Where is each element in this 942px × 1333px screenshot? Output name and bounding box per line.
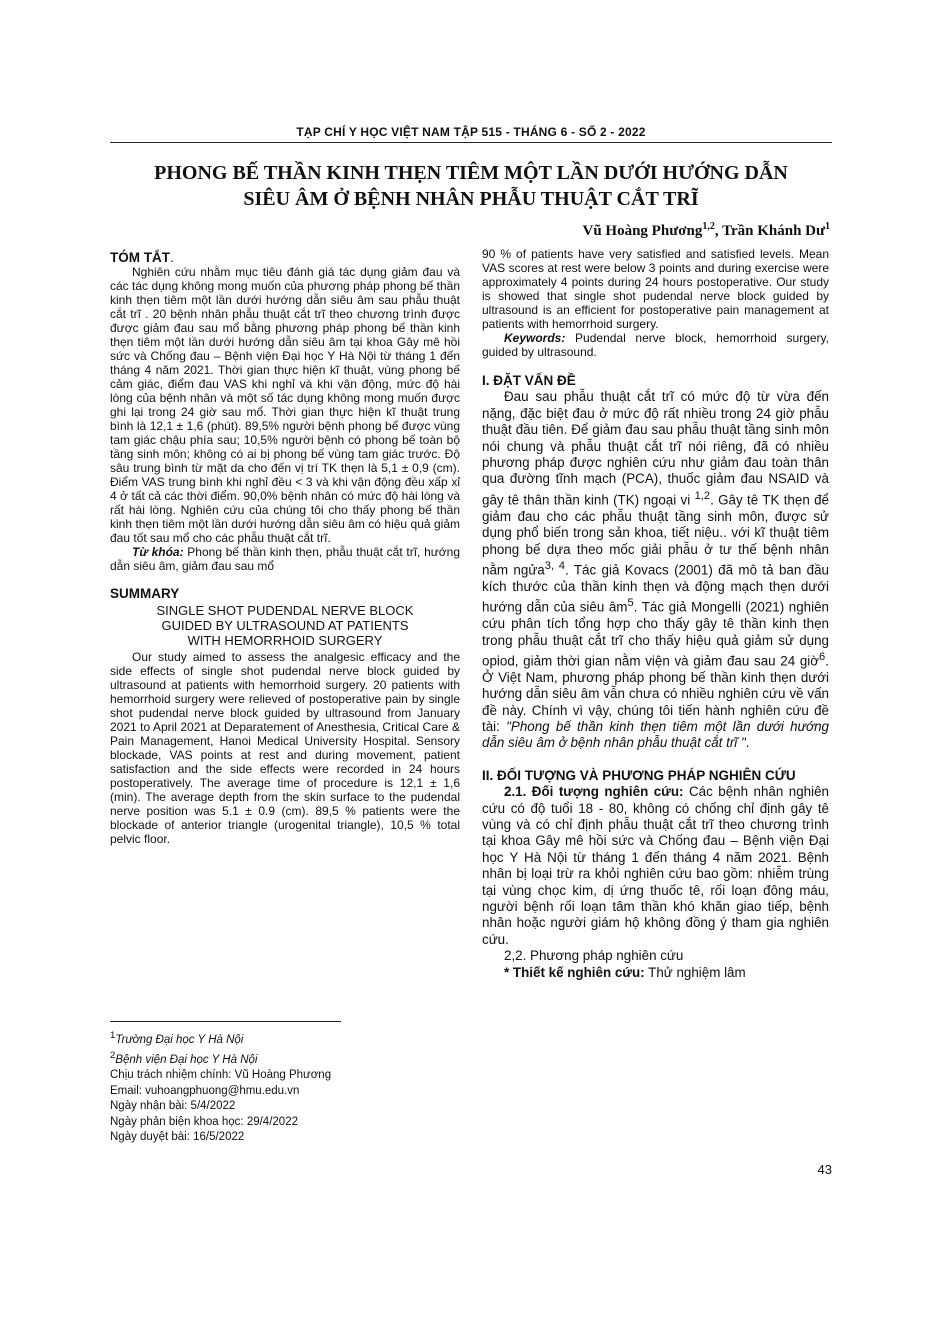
- section-1-text-e: . Ở Việt Nam, phương pháp phong bế thần kinh thẹn dưới hướng dẫn siêu âm vẫn chưa có nhiều nghiên cứu về vấn đề này. Chính vì vậy, chúng tôi tiến hành nghiên cứu đề tài:: [482, 653, 829, 734]
- summary-body-left: Our study aimed to assess the analgesic efficacy and the side effects of single shot pudendal nerve block guided by ultrasound at patients with hemorrhoid surgery. 20 patients with hemorrhoid surgery were relieved of postoperative pain by single shot pudendal nerve block guided by ultrasound from January 2021 to April 2021 at Deparatement of Anesthesia, Critical Care & Pain Management, Hanoi Medical University Hospital. Sensory blockade, VAS points at rest and during movement, patient satisfaction and the side effects were recorded in 24 hours postoperatively. The average time of procedure is 12,1 ± 1,6 (min). The average depth from the skin surface to the pudendal nerve position was 5.1 ± 0.9 (cm). 89,5 % patients were the blockade of anterior triangle (urogenital triangle), 10,5 % total pelvic floor.: [110, 650, 460, 846]
- summary-title-line-3: WITH HEMORRHOID SURGERY: [187, 633, 383, 648]
- keywords-label: Từ khóa:: [132, 545, 184, 559]
- section-2-1-text: Các bệnh nhân nghiên cứu có độ tuổi 18 - 80, không có chống chỉ định gây tê vùng và có chỉ định phẫu thuật cắt trĩ theo chương trình tại khoa Gây mê hồi sức và Chống đau – Bệnh viện Đại học Y Hà Nội từ tháng 1 đến tháng 4 năm 2021. Bệnh nhân bị loại trừ ra khỏi nghiên cứu bao gồm: nhiễm trùng tại vùng chọc kim, dị ứng thuốc tê, rối loạn đông máu, người bệnh rối loạn tâm thần khó khăn giao tiếp, bệnh nhân hoặc người giám hộ không đồng ý tham gia nghiên cứu.: [482, 784, 829, 947]
- section-1-heading: I. ĐẶT VẤN ĐỀ: [482, 373, 576, 388]
- footnotes: [110, 1028, 440, 1146]
- citation-1-2: 1,2: [694, 489, 711, 502]
- abstract-heading-text: TÓM TẮT: [110, 250, 170, 265]
- affiliation-1-number: 1: [110, 1030, 116, 1041]
- journal-header: TẠP CHÍ Y HỌC VIỆT NAM TẬP 515 - THÁNG 6 - SỐ 2 - 2022: [296, 125, 646, 139]
- left-column: [110, 251, 460, 846]
- abstract-heading-dot: .: [170, 250, 174, 265]
- page-number: 43: [817, 1162, 832, 1177]
- header-rule: [110, 142, 832, 143]
- article-title: [110, 160, 832, 212]
- abstract-body: Nghiên cứu nhằm mục tiêu đánh giá tác dụng giảm đau và các tác dụng không mong muốn của phương pháp phong bế thần kinh thẹn tiêm một lần dưới hướng dẫn siêu âm sau phẫu thuật cắt trĩ . 20 bệnh nhân phẫu thuật cắt trĩ theo chương trình được được giảm đau sau mổ bằng phương pháp phong bế thần kinh thẹn tiêm một lần dưới hướng dẫn siêu âm tại khoa Gây mê hồi sức và Chống đau – Bệnh viện Đại học Y Hà Nội từ tháng 1 đến tháng 4 năm 2021. Thời gian thực hiện kĩ thuật, vùng phong bế cảm giác, điểm đau VAS khi nghỉ và khi vận động, mức độ hài lòng của bệnh nhân và một số tác dụng không mong muốn được ghi lại trong 24 giờ sau mổ. Thời gian thực hiện kĩ thuật trung bình là 12,1 ± 1,6 (phút). 89,5% người bệnh phong bế được vùng tam giác chậu phía sau; 10,5% người bệnh có phong bế toàn bộ tầng sinh môn; không có ai bị phong bế vùng tam giác trước. Độ sâu trung bình từ mặt da cho đến vị trí TK thẹn là 5,1 ± 0,9 (cm). Điểm VAS trung bình khi nghỉ đều < 3 và khi vận động đều xấp xỉ 4 ở tất cả các thời điểm. 90,0% bệnh nhân có mức độ hài lòng và rất hài lòng. Nghiên cứu của chúng tôi cho thấy phong bế thần kinh thẹn tiêm một lần dưới hướng dẫn siêu âm có hiệu quả giảm đau tốt sau mổ cho các phẫu thuật cắt trĩ.: [110, 265, 460, 545]
- date-accepted: Ngày duyệt bài: 16/5/2022: [110, 1131, 245, 1144]
- author-separator: ,: [714, 223, 723, 239]
- section-1-text-a: Đau sau phẫu thuật cắt trĩ có mức độ từ vừa đến nặng, đặc biệt đau ở mức độ rất nhiều trong 24 giờ phẫu thuật đầu tiên. Để giảm đau sau phẫu thuật tầng sinh môn nói chung và phẫu thuật cắt trĩ nói riêng, đã có nhiều phương pháp được nghiên cứu như giảm đau toàn thân qua đường tĩnh mạch (PCA), thuốc giảm đau NSAID và gây tê thân thần kinh (TK) ngoại vi: [482, 389, 829, 508]
- date-reviewed: Ngày phản biện khoa học: 29/4/2022: [110, 1115, 298, 1128]
- section-2-heading: II. ĐỐI TƯỢNG VÀ PHƯƠNG PHÁP NGHIÊN CỨU: [482, 767, 796, 783]
- abstract-heading: [110, 251, 460, 265]
- affiliation-2-number: 2: [110, 1050, 116, 1062]
- author-2-affiliation: 1: [825, 221, 830, 232]
- summary-title-line-2: GUIDED BY ULTRASOUND AT PATIENTS: [161, 618, 409, 633]
- study-design-paragraph: [482, 965, 829, 981]
- section-1-text-d: . Tác giả Mongelli (2021) nghiên cứu phân tích tổng hợp cho thấy gây tê thần kinh thẹn trong phẫu thuật cắt trĩ cho thấy hiệu quả giảm sử dụng opiod, giảm thời gian nằm viện và giảm đau sau 24 giờ: [482, 599, 829, 669]
- title-line-2: SIÊU ÂM Ở BỆNH NHÂN PHẪU THUẬT CẮT TRĨ: [243, 188, 699, 210]
- citation-6: 6: [819, 650, 826, 663]
- author-2: Trần Khánh Dư: [722, 223, 825, 239]
- author-1: Vũ Hoàng Phương: [582, 223, 703, 239]
- email: Email: vuhoangphuong@hmu.edu.vn: [110, 1084, 300, 1097]
- study-title-quote: "Phong bế thần kinh thẹn tiêm một lần dưới hướng dẫn siêu âm ở bệnh nhân phẫu thuật cắt trĩ ": [482, 719, 829, 751]
- date-received: Ngày nhận bài: 5/4/2022: [110, 1100, 236, 1113]
- summary-heading: SUMMARY: [110, 586, 180, 601]
- corresponding-author: Chịu trách nhiệm chính: Vũ Hoàng Phương: [110, 1069, 332, 1082]
- affiliation-2-text: Bệnh viện Đại học Y Hà Nội: [115, 1054, 258, 1067]
- section-1-text-b: . Gây tê TK thẹn để giảm đau cho các phẫu thuật tầng sinh môn, được sử dụng phổ biến trong sản khoa, tiết niệu.. với kĩ thuật tiêm phong bế dựa theo mốc giải phẫu ở tư thế bệnh nhân nằm ngửa: [482, 492, 829, 578]
- abstract-keywords: [110, 545, 460, 573]
- footnote-rule: [110, 1021, 341, 1022]
- affiliation-2: [110, 1048, 440, 1068]
- study-design-label: * Thiết kế nghiên cứu:: [504, 964, 645, 980]
- title-line-1: PHONG BẾ THẦN KINH THẸN TIÊM MỘT LẦN DƯỚI HƯỚNG DẪN: [154, 162, 788, 184]
- author-list: [583, 221, 831, 240]
- section-2-1-paragraph: [482, 784, 829, 948]
- section-2-1-label: 2.1. Đối tượng nghiên cứu:: [504, 784, 684, 800]
- affiliation-1: [110, 1028, 440, 1048]
- summary-body-right: 90 % of patients have very satisfied and satisfied levels. Mean VAS scores at rest were below 3 points and during exercise were approximately 4 points during 24 hours postoperative. Our study is showed that single shot pudendal nerve block guided by ultrasound is an efficient for postoperative pain management at patients with hemorrhoid surgery.: [482, 247, 829, 331]
- section-2-2-heading: 2,2. Phương pháp nghiên cứu: [504, 948, 684, 964]
- section-1-text-end: .: [745, 735, 750, 751]
- summary-keywords: [482, 331, 829, 359]
- affiliation-1-text: Trường Đại học Y Hà Nội: [115, 1033, 244, 1046]
- section-1-text-c: . Tác giả Kovacs (2001) đã mô tả ban đầu kích thước của thần kinh thẹn và động mạch thẹn dưới hướng dẫn của siêu âm: [482, 562, 829, 615]
- section-1: [482, 373, 829, 981]
- section-1-paragraph: [482, 389, 829, 751]
- summary-keywords-label: Keywords:: [504, 331, 566, 345]
- summary-title: [110, 603, 460, 648]
- study-design-text: Thử nghiệm lâm: [644, 964, 746, 980]
- right-column: [482, 247, 829, 981]
- summary-keywords-text: Pudendal nerve block, hemorrhoid surgery, guided by ultrasound.: [482, 331, 829, 359]
- summary-title-line-1: SINGLE SHOT PUDENDAL NERVE BLOCK: [156, 603, 414, 618]
- citation-3-4: 3, 4: [544, 559, 565, 572]
- citation-5: 5: [627, 597, 634, 610]
- keywords-text: Phong bế thần kinh thẹn, phẫu thuật cắt trĩ, hướng dẫn siêu âm, giảm đau sau mổ: [110, 545, 461, 573]
- author-1-affiliation: 1,2: [702, 221, 715, 232]
